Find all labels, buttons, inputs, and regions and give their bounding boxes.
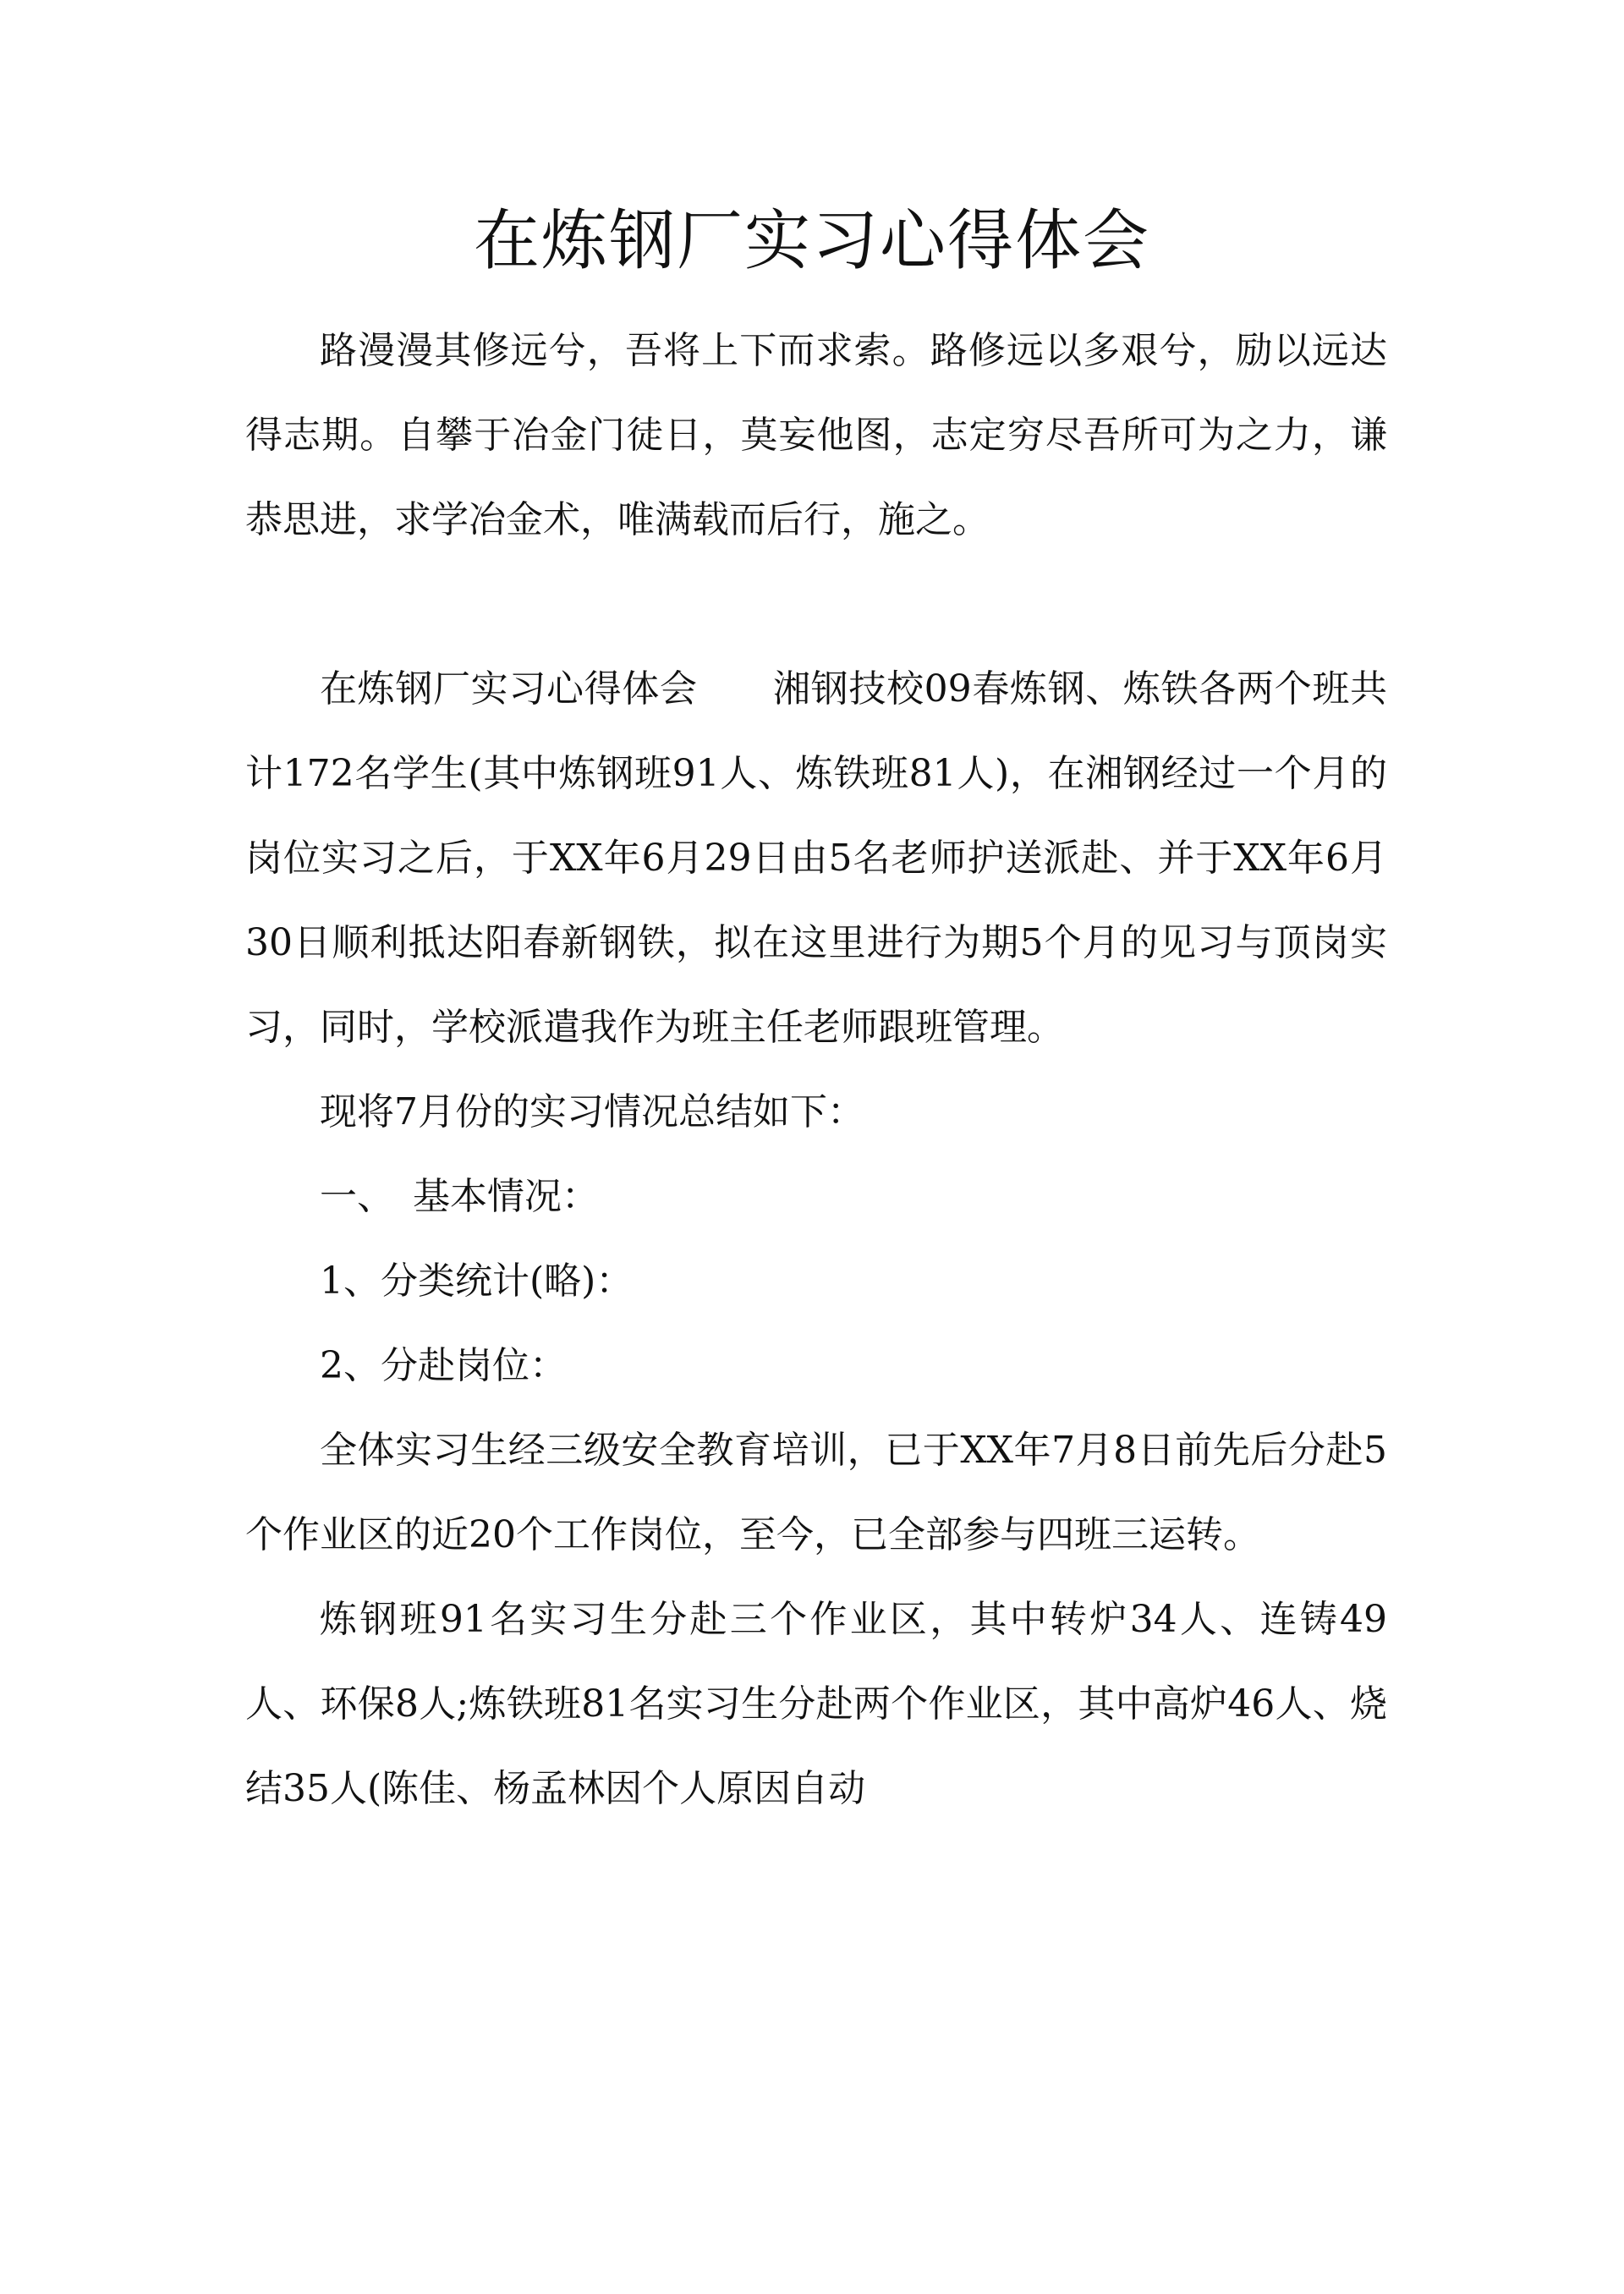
paragraph-spacer xyxy=(245,563,1387,647)
paragraph-assignment: 炼钢班91名实习生分赴三个作业区，其中转炉34人、连铸49人、环保8人;炼铁班81名实习生分赴两个作业区，其中高炉46人、烧结35人(陈佳、杨孟林因个人原因自动 xyxy=(245,1598,1387,1810)
paragraph-overview: 在炼钢厂实习心得体会 湘钢技校09春炼钢、炼铁各两个班共计172名学生(其中炼钢班91人、炼铁班81人)，在湘钢经过一个月的岗位实习之后，于XX年6月29日由5名老师护送派赴、并于XX年6月30日顺利抵达阳春新钢铁，拟在这里进行为期5个月的见习与顶岗实习，同时，学校派遣我作为班主任老师跟班管理。 xyxy=(245,667,1387,1049)
paragraph-safety-training: 全体实习生经三级安全教育培训，已于XX年7月8日前先后分赴5个作业区的近20个工作岗位，至今，已全部参与四班三运转。 xyxy=(245,1429,1387,1556)
paragraph-intro: 路漫漫其修远兮，吾将上下而求索。路修远以多艰兮，励以远达得志期。自攀于冶金门徒日，莫妄他图，志定穷尽吾所可为之力，谦恭思进，求学冶金术，唯满载而后行，施之。 xyxy=(245,329,1387,541)
document-title: 在炼钢厂实习心得体会 xyxy=(473,203,1150,279)
document-body xyxy=(245,309,1387,1831)
subsection-posts: 2、分赴岗位： xyxy=(320,1344,567,1387)
section-heading-basic: 一、 基本情况： xyxy=(320,1175,599,1218)
subsection-statistics: 1、分类统计(略)： xyxy=(320,1260,634,1303)
paragraph-summary-intro: 现将7月份的实习情况总结如下： xyxy=(320,1090,864,1133)
